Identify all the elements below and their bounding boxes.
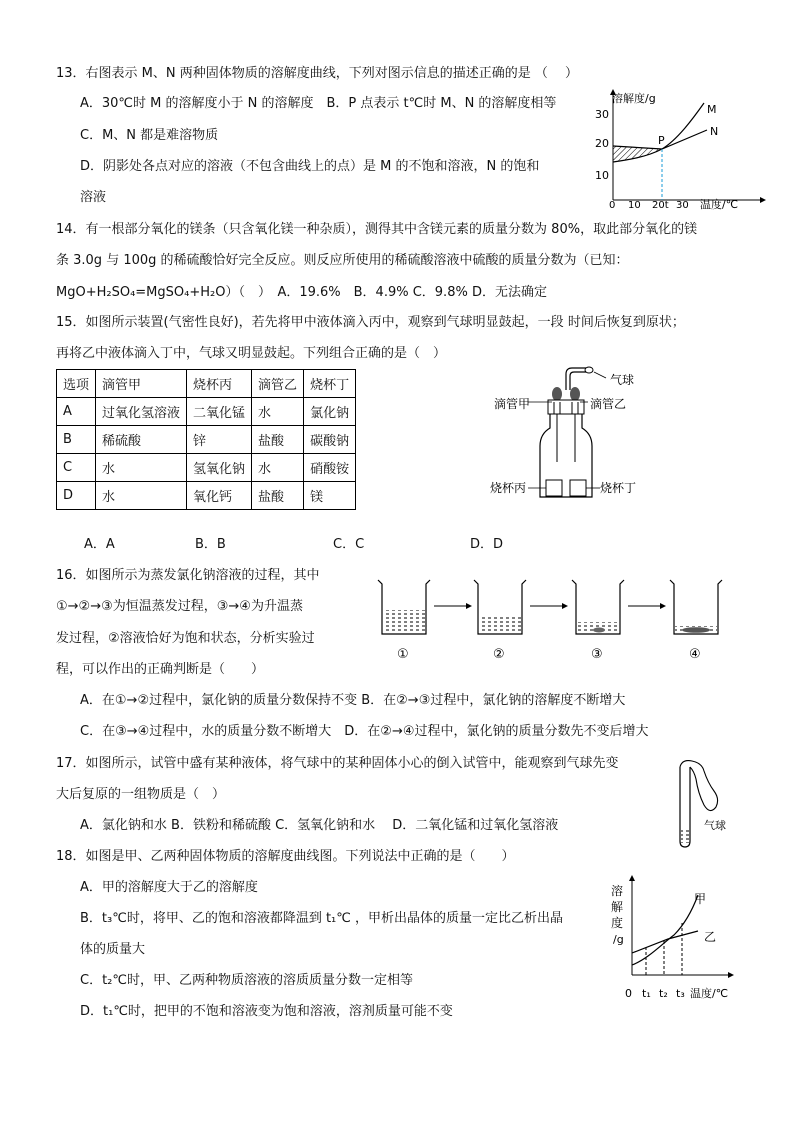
q13-option-d-cont: 溶液 bbox=[80, 190, 107, 205]
q17-choices: A．氯化钠和水 B．铁粉和稀硫酸 C．氢氧化钠和水 D．二氧化锰和过氧化氢溶液 bbox=[80, 818, 559, 833]
table-cell: 水 bbox=[252, 398, 304, 426]
q15-line-2: 再将乙中液体滴入丁中，气球又明显鼓起。下列组合正确的是（ ） bbox=[56, 346, 447, 361]
table-cell: 稀硫酸 bbox=[96, 426, 187, 454]
q18-curve-a-label: 甲 bbox=[694, 892, 707, 906]
table-row bbox=[57, 398, 356, 426]
table-cell: D bbox=[57, 482, 96, 510]
q16-option-ab: A．在①→②过程中，氯化钠的质量分数保持不变 B．在②→③过程中，氯化钠的溶解度不断增大 bbox=[80, 693, 626, 708]
balloon-label: 气球 bbox=[610, 373, 635, 387]
table-cell: 水 bbox=[96, 454, 187, 482]
table-cell: 氢氧化钠 bbox=[187, 454, 252, 482]
q16-option-cd: C．在③→④过程中，水的质量分数不断增大 D．在②→④过程中，氯化钠的质量分数先不变后增大 bbox=[80, 724, 649, 739]
table-cell: 二氧化锰 bbox=[187, 398, 252, 426]
table-cell: 锌 bbox=[187, 426, 252, 454]
q16-line-3: 发过程，②溶液恰好为饱和状态，分析实验过 bbox=[56, 631, 315, 646]
q13-ylabel: 溶解度/g bbox=[612, 92, 656, 105]
q15-choice-a: A．A bbox=[84, 537, 115, 552]
dropper-b-label: 滴管乙 bbox=[590, 397, 627, 411]
q18-option-a: A．甲的溶解度大于乙的溶解度 bbox=[80, 880, 258, 895]
table-cell: 镁 bbox=[304, 482, 356, 510]
q18-xlabel: 温度/℃ bbox=[690, 987, 729, 1000]
table-header-row bbox=[57, 370, 356, 398]
table-cell: 过氧化氢溶液 bbox=[96, 398, 187, 426]
q16-line-2: ①→②→③为恒温蒸发过程，③→④为升温蒸 bbox=[56, 599, 303, 614]
table-cell: 氧化钙 bbox=[187, 482, 252, 510]
q13-solubility-chart bbox=[592, 85, 772, 210]
q13-stem: 13．右图表示 M、N 两种固体物质的溶解度曲线，下列对图示信息的描述正确的是 （ ） bbox=[56, 66, 579, 81]
q18-ylabel-1: 溶 bbox=[611, 884, 624, 898]
table-cell: 水 bbox=[96, 482, 187, 510]
table-row bbox=[57, 454, 356, 482]
q18-solubility-chart bbox=[608, 873, 738, 1003]
q13-option-ab: A．30℃时 M 的溶解度小于 N 的溶解度 B．P 点表示 t℃时 M、N 的溶解度相等 bbox=[80, 96, 557, 111]
q13-ytick-20: 20 bbox=[595, 137, 609, 150]
q18-stem: 18．如图是甲、乙两种固体物质的溶解度曲线图。下列说法中正确的是（ ） bbox=[56, 849, 515, 864]
q13-point-p-label: P bbox=[658, 134, 665, 147]
q15-choice-c: C．C bbox=[333, 537, 365, 552]
table-cell: 盐酸 bbox=[252, 426, 304, 454]
table-cell: 烧杯丙 bbox=[187, 370, 252, 398]
table-cell: 氯化钠 bbox=[304, 398, 356, 426]
q13-xtick-10: 10 bbox=[628, 200, 641, 210]
q13-xtick-0: 0 bbox=[609, 200, 616, 210]
q18-xtick-t3: t₃ bbox=[676, 987, 685, 1000]
q16-evaporation-diagram bbox=[368, 572, 748, 664]
table-cell: 烧杯丁 bbox=[304, 370, 356, 398]
table-cell: B bbox=[57, 426, 96, 454]
beaker-1-label: ① bbox=[397, 647, 409, 662]
table-row bbox=[57, 426, 356, 454]
q16-line-1: 16．如图所示为蒸发氯化钠溶液的过程，其中 bbox=[56, 568, 320, 583]
table-cell: 盐酸 bbox=[252, 482, 304, 510]
q13-xtick-30: 30 bbox=[676, 200, 689, 210]
q14-line-2: 条 3.0g 与 100g 的稀硫酸恰好完全反应。则反应所使用的稀硫酸溶液中硫酸的质量分数为（已知： bbox=[56, 253, 629, 268]
table-cell: A bbox=[57, 398, 96, 426]
q13-curve-n-label: N bbox=[710, 125, 719, 138]
table-cell: 硝酸铵 bbox=[304, 454, 356, 482]
q14-line-1: 14．有一根部分氧化的镁条（只含氧化镁一种杂质），测得其中含镁元素的质量分数为 80%，取此部分氧化的镁 bbox=[56, 222, 698, 237]
table-cell: C bbox=[57, 454, 96, 482]
table-cell: 滴管甲 bbox=[96, 370, 187, 398]
table-cell: 碳酸钠 bbox=[304, 426, 356, 454]
table-cell: 水 bbox=[252, 454, 304, 482]
q17-line-1: 17．如图所示，试管中盛有某种液体，将气球中的某种固体小心的倒入试管中，能观察到气球先变 bbox=[56, 756, 619, 771]
q15-options-table bbox=[56, 369, 356, 510]
q17-line-2: 大后复原的一组物质是（ ） bbox=[56, 787, 226, 802]
q18-option-b-cont: 体的质量大 bbox=[80, 942, 146, 957]
q18-option-c: C．t₂℃时，甲、乙两种物质溶液的溶质质量分数一定相等 bbox=[80, 973, 413, 988]
beaker-3-label: ③ bbox=[591, 647, 603, 662]
beaker-4-label: ④ bbox=[689, 647, 701, 662]
dropper-a-label: 滴管甲 bbox=[494, 397, 531, 411]
q18-ylabel-4: /g bbox=[613, 933, 624, 946]
q13-xtick-20: 20t bbox=[652, 200, 669, 210]
q13-ytick-10: 10 bbox=[595, 169, 609, 182]
q18-xtick-t1: t₁ bbox=[642, 987, 651, 1000]
q13-curve-m-label: M bbox=[707, 103, 717, 116]
q17-test-tube-diagram bbox=[668, 757, 738, 851]
q16-line-4: 程，可以作出的正确判断是（ ） bbox=[56, 662, 265, 677]
table-cell: 选项 bbox=[57, 370, 96, 398]
q13-option-c: C．M、N 都是难溶物质 bbox=[80, 128, 219, 143]
q18-ylabel-3: 度 bbox=[611, 916, 624, 930]
q14-line-3: MgO+H₂SO₄=MgSO₄+H₂O）（ ） A．19.6% B．4.9% C．9.8% D．无法确定 bbox=[56, 285, 547, 300]
table-cell: 滴管乙 bbox=[252, 370, 304, 398]
table-row bbox=[57, 482, 356, 510]
q18-xtick-t2: t₂ bbox=[659, 987, 668, 1000]
beaker-c-label: 烧杯丙 bbox=[490, 481, 527, 495]
q15-apparatus-diagram bbox=[488, 362, 648, 507]
q15-choice-b: B．B bbox=[195, 537, 226, 552]
q13-xlabel: 温度/℃ bbox=[700, 198, 739, 210]
q18-xtick-0: 0 bbox=[625, 987, 632, 1000]
q13-ytick-30: 30 bbox=[595, 108, 609, 121]
q18-curve-b-label: 乙 bbox=[704, 930, 717, 944]
beaker-2-label: ② bbox=[493, 647, 505, 662]
beaker-d-label: 烧杯丁 bbox=[600, 481, 637, 495]
q18-option-d: D．t₁℃时，把甲的不饱和溶液变为饱和溶液，溶剂质量可能不变 bbox=[80, 1004, 453, 1019]
q18-option-b: B．t₃℃时，将甲、乙的饱和溶液都降温到 t₁℃ ，甲析出晶体的质量一定比乙析出晶 bbox=[80, 911, 563, 926]
q15-line-1: 15．如图所示装置(气密性良好)，若先将甲中液体滴入丙中，观察到气球明显鼓起，一段 时间后恢复到原状； bbox=[56, 315, 685, 330]
q17-balloon-label: 气球 bbox=[704, 819, 726, 832]
q13-option-d: D．阴影处各点对应的溶液（不包含曲线上的点）是 M 的不饱和溶液，N 的饱和 bbox=[80, 159, 540, 174]
q18-ylabel-2: 解 bbox=[611, 900, 624, 914]
q15-choice-d: D．D bbox=[470, 537, 504, 552]
